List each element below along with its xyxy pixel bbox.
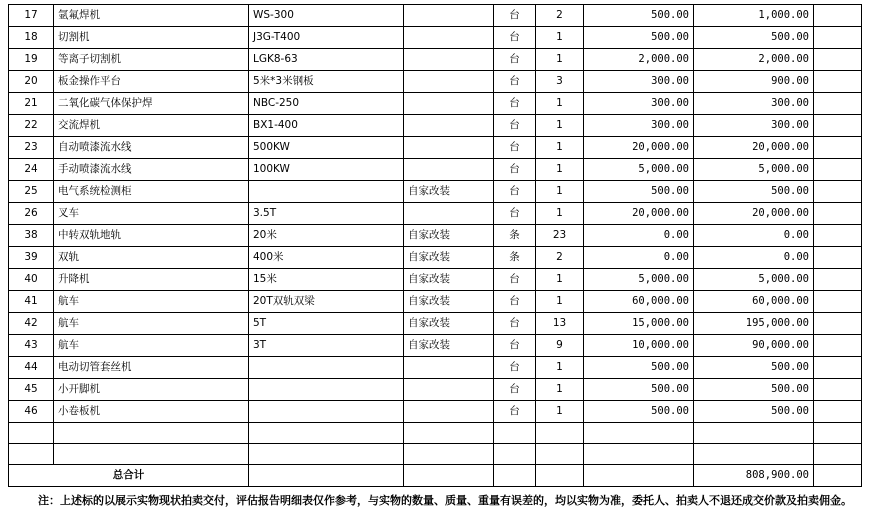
cell-amount: 300.00 xyxy=(694,93,814,115)
cell-spec: 20米 xyxy=(249,225,404,247)
cell-extra xyxy=(814,401,862,423)
cell-unit: 台 xyxy=(494,203,536,225)
cell-unit: 台 xyxy=(494,401,536,423)
cell-name: 航车 xyxy=(54,335,249,357)
cell-spec: 3T xyxy=(249,335,404,357)
total-label: 总合计 xyxy=(9,465,249,487)
table-row xyxy=(9,181,862,203)
cell-extra xyxy=(814,93,862,115)
cell-price: 0.00 xyxy=(584,225,694,247)
cell-unit: 台 xyxy=(494,93,536,115)
cell-extra xyxy=(814,357,862,379)
cell-extra xyxy=(814,444,862,465)
cell-price: 300.00 xyxy=(584,115,694,137)
cell-name xyxy=(54,423,249,444)
cell-no: 23 xyxy=(9,137,54,159)
cell-unit: 台 xyxy=(494,379,536,401)
cell-price: 500.00 xyxy=(584,379,694,401)
cell-no: 40 xyxy=(9,269,54,291)
cell-qty: 1 xyxy=(536,379,584,401)
cell-amount: 500.00 xyxy=(694,379,814,401)
cell-price xyxy=(584,444,694,465)
cell-extra xyxy=(814,423,862,444)
cell-spec xyxy=(249,181,404,203)
table-row xyxy=(9,225,862,247)
cell-qty: 1 xyxy=(536,203,584,225)
cell-remark xyxy=(404,93,494,115)
total-amount: 808,900.00 xyxy=(694,465,814,487)
cell-name: 中转双轨地轨 xyxy=(54,225,249,247)
equipment-table-sheet xyxy=(8,4,861,487)
cell-amount xyxy=(694,423,814,444)
cell-spec xyxy=(249,444,404,465)
cell-qty: 1 xyxy=(536,291,584,313)
cell-spec: NBC-250 xyxy=(249,93,404,115)
cell-unit: 台 xyxy=(494,269,536,291)
cell-no: 41 xyxy=(9,291,54,313)
cell-spec: WS-300 xyxy=(249,5,404,27)
cell-extra xyxy=(814,181,862,203)
cell-extra xyxy=(814,247,862,269)
cell-unit: 台 xyxy=(494,27,536,49)
cell-extra xyxy=(814,5,862,27)
cell-remark: 自家改装 xyxy=(404,247,494,269)
cell-spec: 5T xyxy=(249,313,404,335)
cell-spec: 500KW xyxy=(249,137,404,159)
cell-remark: 自家改装 xyxy=(404,181,494,203)
cell-extra xyxy=(814,49,862,71)
cell-remark xyxy=(404,137,494,159)
cell-spec: 5米*3米钢板 xyxy=(249,71,404,93)
cell-remark: 自家改装 xyxy=(404,291,494,313)
cell-qty: 1 xyxy=(536,159,584,181)
cell-price: 10,000.00 xyxy=(584,335,694,357)
cell-remark xyxy=(404,401,494,423)
cell-qty: 9 xyxy=(536,335,584,357)
cell-remark xyxy=(404,5,494,27)
cell-price: 20,000.00 xyxy=(584,203,694,225)
cell-price: 500.00 xyxy=(584,181,694,203)
cell-no: 42 xyxy=(9,313,54,335)
cell-price: 500.00 xyxy=(584,5,694,27)
cell-spec xyxy=(249,401,404,423)
cell-extra xyxy=(814,71,862,93)
cell-name: 二氧化碳气体保护焊 xyxy=(54,93,249,115)
cell-extra xyxy=(814,27,862,49)
table-row xyxy=(9,444,862,465)
cell-amount: 0.00 xyxy=(694,225,814,247)
cell-extra xyxy=(814,313,862,335)
table-row xyxy=(9,203,862,225)
cell-name: 交流焊机 xyxy=(54,115,249,137)
cell-unit: 台 xyxy=(494,357,536,379)
cell-spec: J3G-T400 xyxy=(249,27,404,49)
cell-spec: 100KW xyxy=(249,159,404,181)
cell-no: 20 xyxy=(9,71,54,93)
table-row xyxy=(9,159,862,181)
cell-amount: 5,000.00 xyxy=(694,269,814,291)
table-row xyxy=(9,423,862,444)
cell-no: 43 xyxy=(9,335,54,357)
cell-name: 电气系统检测柜 xyxy=(54,181,249,203)
cell-unit xyxy=(494,444,536,465)
cell-name: 叉车 xyxy=(54,203,249,225)
cell-extra xyxy=(814,335,862,357)
disclaimer-note: 注：上述标的以展示实物现状拍卖交付，评估报告明细表仅作参考，与实物的数量、质量、重量有误差的，均以实物为准，委托人、拍卖人不退还成交价款及拍卖佣金。 xyxy=(38,494,852,507)
table-row xyxy=(9,49,862,71)
cell-amount: 0.00 xyxy=(694,247,814,269)
cell-name: 氩氟焊机 xyxy=(54,5,249,27)
cell-remark: 自家改装 xyxy=(404,269,494,291)
table-row xyxy=(9,401,862,423)
cell-price: 60,000.00 xyxy=(584,291,694,313)
cell-remark xyxy=(404,379,494,401)
cell-amount: 195,000.00 xyxy=(694,313,814,335)
cell-amount: 900.00 xyxy=(694,71,814,93)
cell-unit: 台 xyxy=(494,137,536,159)
cell-remark xyxy=(404,423,494,444)
cell-unit: 台 xyxy=(494,5,536,27)
table-row xyxy=(9,27,862,49)
cell-name: 切割机 xyxy=(54,27,249,49)
cell-spec: 15米 xyxy=(249,269,404,291)
cell-spec: BX1-400 xyxy=(249,115,404,137)
cell-no: 18 xyxy=(9,27,54,49)
cell-no: 21 xyxy=(9,93,54,115)
cell-qty: 2 xyxy=(536,247,584,269)
cell-remark xyxy=(404,203,494,225)
cell-unit: 台 xyxy=(494,159,536,181)
cell-price: 5,000.00 xyxy=(584,269,694,291)
cell-name: 手动喷漆流水线 xyxy=(54,159,249,181)
cell-amount: 300.00 xyxy=(694,115,814,137)
table-row xyxy=(9,291,862,313)
cell-no: 46 xyxy=(9,401,54,423)
cell-name: 板金操作平台 xyxy=(54,71,249,93)
cell-remark xyxy=(404,49,494,71)
cell-name: 升降机 xyxy=(54,269,249,291)
cell-unit: 条 xyxy=(494,247,536,269)
cell-qty: 1 xyxy=(536,115,584,137)
table-row xyxy=(9,269,862,291)
cell-remark: 自家改装 xyxy=(404,225,494,247)
cell-extra xyxy=(814,225,862,247)
cell-unit: 台 xyxy=(494,71,536,93)
cell-qty: 1 xyxy=(536,401,584,423)
cell-qty: 13 xyxy=(536,313,584,335)
cell-amount: 500.00 xyxy=(694,357,814,379)
table-row xyxy=(9,93,862,115)
cell-price xyxy=(584,423,694,444)
cell-qty: 1 xyxy=(536,27,584,49)
total-empty-cell xyxy=(249,465,404,487)
cell-name: 航车 xyxy=(54,291,249,313)
table-row xyxy=(9,137,862,159)
cell-price: 2,000.00 xyxy=(584,49,694,71)
cell-unit: 台 xyxy=(494,313,536,335)
cell-unit: 台 xyxy=(494,291,536,313)
table-row xyxy=(9,357,862,379)
table-row xyxy=(9,313,862,335)
cell-price: 300.00 xyxy=(584,71,694,93)
cell-spec: 400米 xyxy=(249,247,404,269)
cell-price: 20,000.00 xyxy=(584,137,694,159)
table-row xyxy=(9,335,862,357)
cell-extra xyxy=(814,203,862,225)
cell-spec xyxy=(249,357,404,379)
cell-unit xyxy=(494,423,536,444)
cell-qty xyxy=(536,444,584,465)
table-row xyxy=(9,5,862,27)
cell-amount: 20,000.00 xyxy=(694,203,814,225)
table-body xyxy=(9,5,862,465)
cell-remark: 自家改装 xyxy=(404,335,494,357)
cell-unit: 台 xyxy=(494,335,536,357)
cell-qty: 2 xyxy=(536,5,584,27)
table-row xyxy=(9,247,862,269)
cell-name: 小卷板机 xyxy=(54,401,249,423)
cell-price: 500.00 xyxy=(584,27,694,49)
cell-amount: 500.00 xyxy=(694,27,814,49)
cell-remark: 自家改装 xyxy=(404,313,494,335)
cell-amount: 60,000.00 xyxy=(694,291,814,313)
cell-spec xyxy=(249,423,404,444)
cell-extra xyxy=(814,291,862,313)
cell-spec: LGK8-63 xyxy=(249,49,404,71)
cell-qty: 1 xyxy=(536,49,584,71)
cell-no: 39 xyxy=(9,247,54,269)
cell-qty: 3 xyxy=(536,71,584,93)
cell-extra xyxy=(814,159,862,181)
cell-unit: 台 xyxy=(494,115,536,137)
cell-remark xyxy=(404,357,494,379)
cell-no: 19 xyxy=(9,49,54,71)
cell-no: 26 xyxy=(9,203,54,225)
cell-no: 17 xyxy=(9,5,54,27)
cell-spec xyxy=(249,379,404,401)
equipment-table xyxy=(8,4,862,487)
total-row xyxy=(9,465,862,487)
cell-extra xyxy=(814,379,862,401)
cell-amount xyxy=(694,444,814,465)
cell-no xyxy=(9,444,54,465)
cell-remark xyxy=(404,159,494,181)
cell-spec: 3.5T xyxy=(249,203,404,225)
total-empty-cell xyxy=(536,465,584,487)
cell-no xyxy=(9,423,54,444)
cell-unit: 条 xyxy=(494,225,536,247)
cell-qty: 1 xyxy=(536,357,584,379)
cell-amount: 20,000.00 xyxy=(694,137,814,159)
cell-unit: 台 xyxy=(494,181,536,203)
cell-name: 双轨 xyxy=(54,247,249,269)
cell-qty: 1 xyxy=(536,181,584,203)
cell-name xyxy=(54,444,249,465)
cell-name: 电动切管套丝机 xyxy=(54,357,249,379)
cell-qty xyxy=(536,423,584,444)
cell-qty: 23 xyxy=(536,225,584,247)
total-empty-cell xyxy=(404,465,494,487)
cell-no: 44 xyxy=(9,357,54,379)
cell-name: 小开脚机 xyxy=(54,379,249,401)
cell-qty: 1 xyxy=(536,269,584,291)
cell-no: 45 xyxy=(9,379,54,401)
table-row xyxy=(9,379,862,401)
cell-name: 自动喷漆流水线 xyxy=(54,137,249,159)
cell-amount: 1,000.00 xyxy=(694,5,814,27)
table-row xyxy=(9,115,862,137)
cell-price: 5,000.00 xyxy=(584,159,694,181)
cell-extra xyxy=(814,269,862,291)
cell-price: 15,000.00 xyxy=(584,313,694,335)
cell-qty: 1 xyxy=(536,137,584,159)
cell-remark xyxy=(404,115,494,137)
cell-remark xyxy=(404,71,494,93)
cell-remark xyxy=(404,444,494,465)
cell-name: 航车 xyxy=(54,313,249,335)
cell-name: 等离子切割机 xyxy=(54,49,249,71)
cell-price: 500.00 xyxy=(584,357,694,379)
cell-amount: 500.00 xyxy=(694,181,814,203)
table-row xyxy=(9,71,862,93)
cell-amount: 500.00 xyxy=(694,401,814,423)
cell-no: 24 xyxy=(9,159,54,181)
cell-no: 25 xyxy=(9,181,54,203)
cell-remark xyxy=(404,27,494,49)
cell-extra xyxy=(814,137,862,159)
cell-extra xyxy=(814,115,862,137)
total-empty-cell xyxy=(814,465,862,487)
cell-unit: 台 xyxy=(494,49,536,71)
cell-amount: 90,000.00 xyxy=(694,335,814,357)
cell-no: 22 xyxy=(9,115,54,137)
cell-qty: 1 xyxy=(536,93,584,115)
cell-price: 500.00 xyxy=(584,401,694,423)
cell-amount: 2,000.00 xyxy=(694,49,814,71)
total-empty-cell xyxy=(494,465,536,487)
total-empty-cell xyxy=(584,465,694,487)
cell-spec: 20T双轨双梁 xyxy=(249,291,404,313)
cell-price: 300.00 xyxy=(584,93,694,115)
cell-no: 38 xyxy=(9,225,54,247)
cell-amount: 5,000.00 xyxy=(694,159,814,181)
cell-price: 0.00 xyxy=(584,247,694,269)
